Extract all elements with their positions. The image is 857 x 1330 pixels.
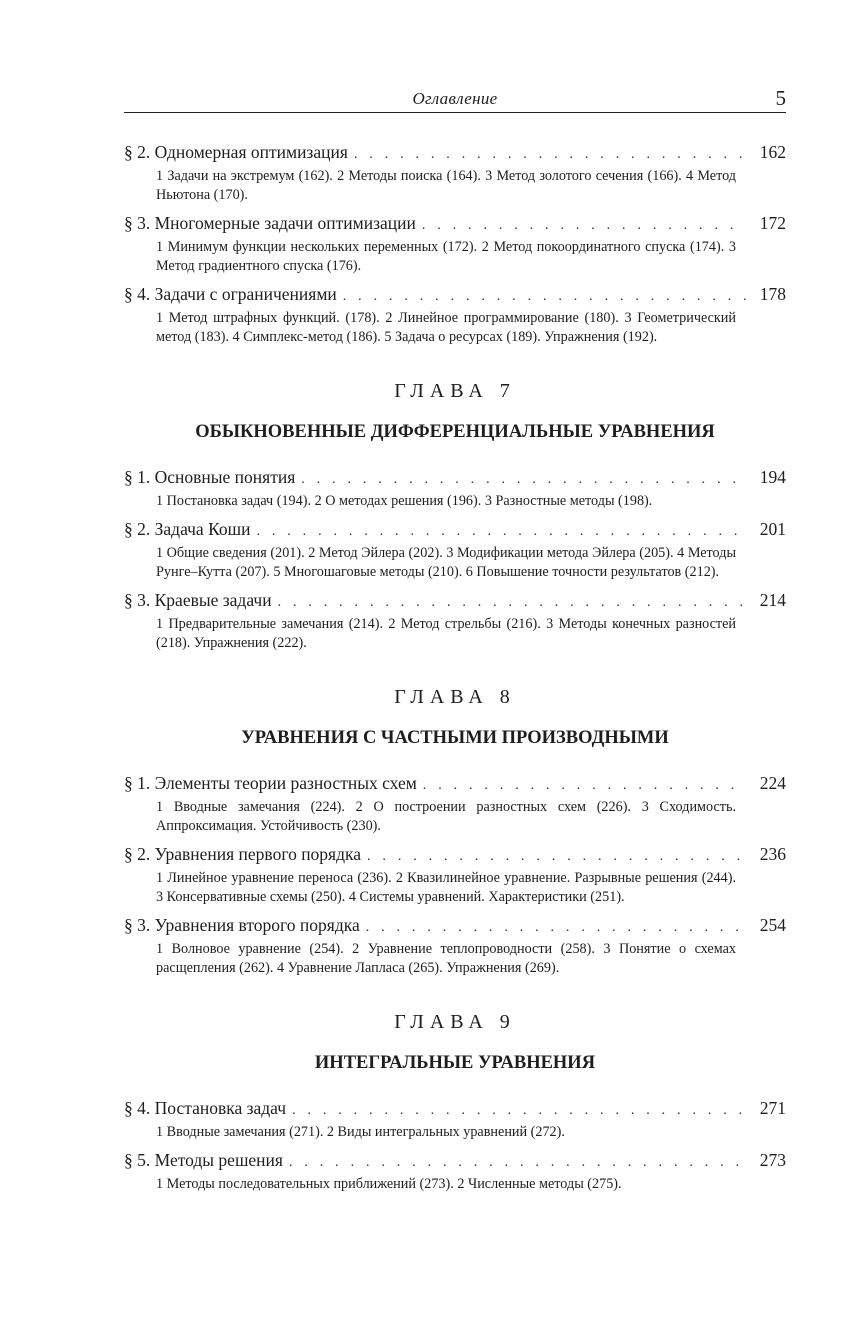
chapter-title: УРАВНЕНИЯ С ЧАСТНЫМИ ПРОИЗВОДНЫМИ <box>241 728 669 748</box>
toc-entry[interactable] <box>124 913 786 978</box>
section-page: 273 <box>759 1150 786 1170</box>
section-title[interactable]: § 2. Уравнения первого порядка <box>124 844 362 864</box>
subsection-list: 1 Общие сведения (201). 2 Метод Эйлера (202). 3 Модификации метода Эйлера (205). 4 Методы Рунге–Кутта (207). 5 Многошаговые методы (210). 6 Повышение точности результатов (212). <box>156 545 736 580</box>
subsection-list: 1 Волновое уравнение (254). 2 Уравнение теплопроводности (258). 3 Понятие о схемах расщепления (262). 4 Уравнение Лапласа (265). Упражнения (269). <box>156 941 736 976</box>
section-title[interactable]: § 4. Задачи с ограничениями <box>124 284 337 304</box>
chapter-heading <box>124 1008 786 1076</box>
toc-entry[interactable] <box>124 1148 786 1194</box>
dot-leader <box>289 1151 746 1175</box>
section-page: 271 <box>759 1098 786 1118</box>
toc-entry[interactable] <box>124 140 786 205</box>
section-page: 178 <box>759 284 786 304</box>
subsection-list: 1 Предварительные замечания (214). 2 Метод стрельбы (216). 3 Методы конечных разностей (218). Упражнения (222). <box>156 616 736 651</box>
toc-entry[interactable] <box>124 771 786 836</box>
section-page: 224 <box>759 773 786 793</box>
section-page: 201 <box>759 519 786 539</box>
chapter-heading <box>124 683 786 751</box>
chapter-heading <box>124 377 786 445</box>
toc-entry[interactable] <box>124 211 786 276</box>
section-title[interactable]: § 2. Задача Коши <box>124 519 251 539</box>
dot-leader <box>278 591 746 615</box>
section-page: 214 <box>759 590 786 610</box>
table-of-contents <box>124 140 786 1200</box>
section-title[interactable]: § 3. Уравнения второго порядка <box>124 915 360 935</box>
subsection-list: 1 Вводные замечания (224). 2 О построении разностных схем (226). 3 Сходимость. Аппроксимация. Устойчивость (230). <box>156 799 736 834</box>
dot-leader <box>292 1099 746 1123</box>
toc-entry[interactable] <box>124 1096 786 1142</box>
toc-entry[interactable] <box>124 517 786 582</box>
subsection-list: 1 Вводные замечания (271). 2 Виды интегральных уравнений (272). <box>156 1124 565 1140</box>
running-title: Оглавление <box>412 89 498 108</box>
chapter-title: ИНТЕГРАЛЬНЫЕ УРАВНЕНИЯ <box>314 1053 596 1073</box>
section-title[interactable]: § 2. Одномерная оптимизация <box>124 142 348 162</box>
toc-entry[interactable] <box>124 282 786 347</box>
section-title[interactable]: § 4. Постановка задач <box>124 1098 287 1118</box>
section-title[interactable]: § 3. Многомерные задачи оптимизации <box>124 213 416 233</box>
section-title[interactable]: § 1. Основные понятия <box>124 467 296 487</box>
dot-leader <box>256 520 746 544</box>
chapter-label: ГЛАВА 7 <box>394 380 516 402</box>
dot-leader <box>422 214 746 238</box>
subsection-list: 1 Минимум функции нескольких переменных (172). 2 Метод покоординатного спуска (174). 3 Метод градиентного спуска (176). <box>156 239 736 274</box>
section-page: 194 <box>759 467 786 487</box>
dot-leader <box>354 143 746 167</box>
dot-leader <box>301 468 746 492</box>
dot-leader <box>423 774 746 798</box>
subsection-list: 1 Постановка задач (194). 2 О методах решения (196). 3 Разностные методы (198). <box>156 493 653 509</box>
section-title[interactable]: § 1. Элементы теории разностных схем <box>124 773 417 793</box>
chapter-label: ГЛАВА 8 <box>394 686 516 708</box>
toc-entry[interactable] <box>124 842 786 907</box>
section-page: 236 <box>759 844 786 864</box>
toc-entry[interactable] <box>124 588 786 653</box>
dot-leader <box>367 845 746 869</box>
section-title[interactable]: § 3. Краевые задачи <box>124 590 272 610</box>
subsection-list: 1 Задачи на экстремум (162). 2 Методы поиска (164). 3 Метод золотого сечения (166). 4 Метод Ньютона (170). <box>156 168 736 203</box>
section-page: 172 <box>759 213 786 233</box>
section-title[interactable]: § 5. Методы решения <box>124 1150 283 1170</box>
section-page: 162 <box>759 142 786 162</box>
toc-entry[interactable] <box>124 465 786 511</box>
chapter-title: ОБЫКНОВЕННЫЕ ДИФФЕРЕНЦИАЛЬНЫЕ УРАВНЕНИЯ <box>195 422 715 442</box>
dot-leader <box>366 916 746 940</box>
dot-leader <box>343 285 746 309</box>
section-page: 254 <box>759 915 786 935</box>
chapter-label: ГЛАВА 9 <box>394 1011 516 1033</box>
subsection-list: 1 Метод штрафных функций. (178). 2 Линейное программирование (180). 3 Геометрический метод (183). 4 Симплекс-метод (186). 5 Задача о ресурсах (189). Упражнения (192). <box>156 310 736 345</box>
running-header <box>124 86 786 113</box>
subsection-list: 1 Методы последовательных приближений (273). 2 Численные методы (275). <box>156 1176 622 1192</box>
page-number: 5 <box>775 86 786 110</box>
subsection-list: 1 Линейное уравнение переноса (236). 2 Квазилинейное уравнение. Разрывные решения (244). 3 Консервативные схемы (250). 4 Системы уравнений. Характеристики (251). <box>156 870 736 905</box>
